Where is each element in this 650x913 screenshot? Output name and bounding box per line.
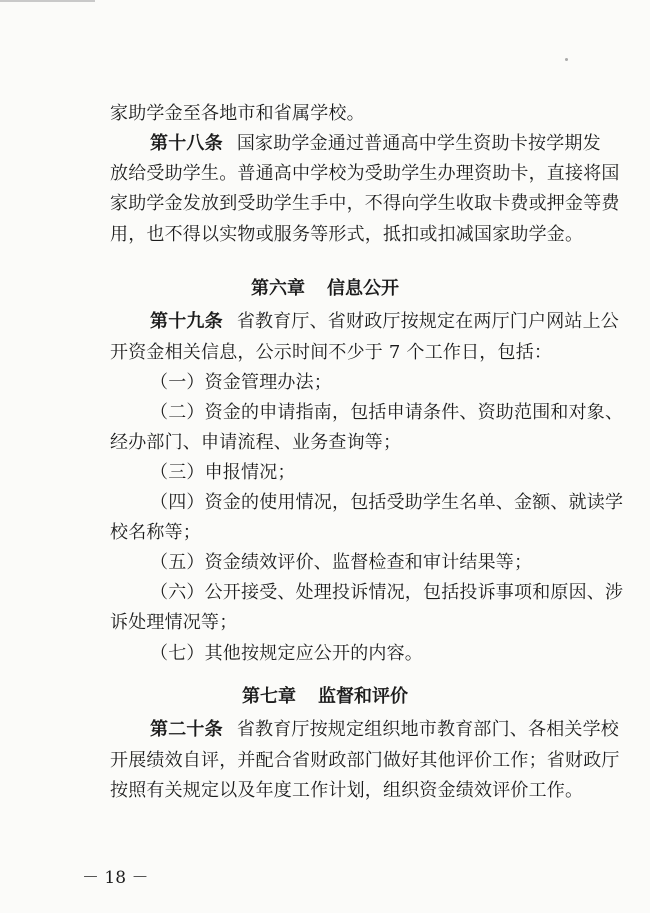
text-line: 放给受助学生。普通高中学校为受助学生办理资助卡，直接将国 xyxy=(110,163,620,184)
list-item: （四）资金的使用情况，包括受助学生名单、金额、就读学 xyxy=(150,492,624,513)
article-20-label: 第二十条 xyxy=(150,719,223,740)
article-18-first-line xyxy=(150,128,601,160)
list-item: （二）资金的申请指南，包括申请条件、资助范围和对象、 xyxy=(150,402,624,423)
list-item: （七）其他按规定应公开的内容。 xyxy=(150,643,423,664)
text-line: 开展绩效自评，并配合省财政部门做好其他评价工作；省财政厅 xyxy=(110,750,620,771)
article-18-text: 国家助学金通过普通高中学生资助卡按学期发 xyxy=(236,133,601,154)
text-line: 经办部门、申请流程、业务查询等； xyxy=(110,432,402,453)
chapter-6-title: 信息公开 xyxy=(327,278,399,299)
list-item: （五）资金绩效评价、监督检查和审计结果等； xyxy=(150,552,533,573)
list-item: （一）资金管理办法； xyxy=(150,372,332,393)
page-number: － 18 － xyxy=(82,868,149,888)
text-line: 家助学金发放到受助学生手中，不得向学生收取卡费或押金等费 xyxy=(110,193,620,214)
text-line: 用，也不得以实物或服务等形式，抵扣或扣减国家助学金。 xyxy=(110,224,584,245)
text-line: 按照有关规定以及年度工作计划，组织资金绩效评价工作。 xyxy=(110,780,584,801)
text-line: 诉处理情况等； xyxy=(110,612,238,633)
chapter-7-heading xyxy=(0,681,650,713)
article-18-label: 第十八条 xyxy=(150,133,223,154)
list-item: （六）公开接受、处理投诉情况，包括投诉事项和原因、涉 xyxy=(150,582,624,603)
text-line: 家助学金至各地市和省属学校。 xyxy=(110,103,365,124)
list-item: （三）申报情况； xyxy=(150,462,296,483)
article-19-label: 第十九条 xyxy=(150,311,223,332)
chapter-6-heading xyxy=(0,273,650,305)
chapter-7-title: 监督和评价 xyxy=(318,686,408,707)
text-line: 校名称等； xyxy=(110,522,201,543)
article-20-text: 省教育厅按规定组织地市教育部门、各相关学校 xyxy=(236,719,620,740)
article-19-first-line xyxy=(150,306,620,338)
article-19-text: 省教育厅、省财政厅按规定在两厅门户网站上公 xyxy=(236,311,620,332)
article-20-first-line xyxy=(150,714,620,746)
text-line: 开资金相关信息，公示时间不少于 7 个工作日，包括： xyxy=(110,342,553,363)
chapter-6-number: 第六章 xyxy=(251,278,305,299)
chapter-7-number: 第七章 xyxy=(242,686,296,707)
